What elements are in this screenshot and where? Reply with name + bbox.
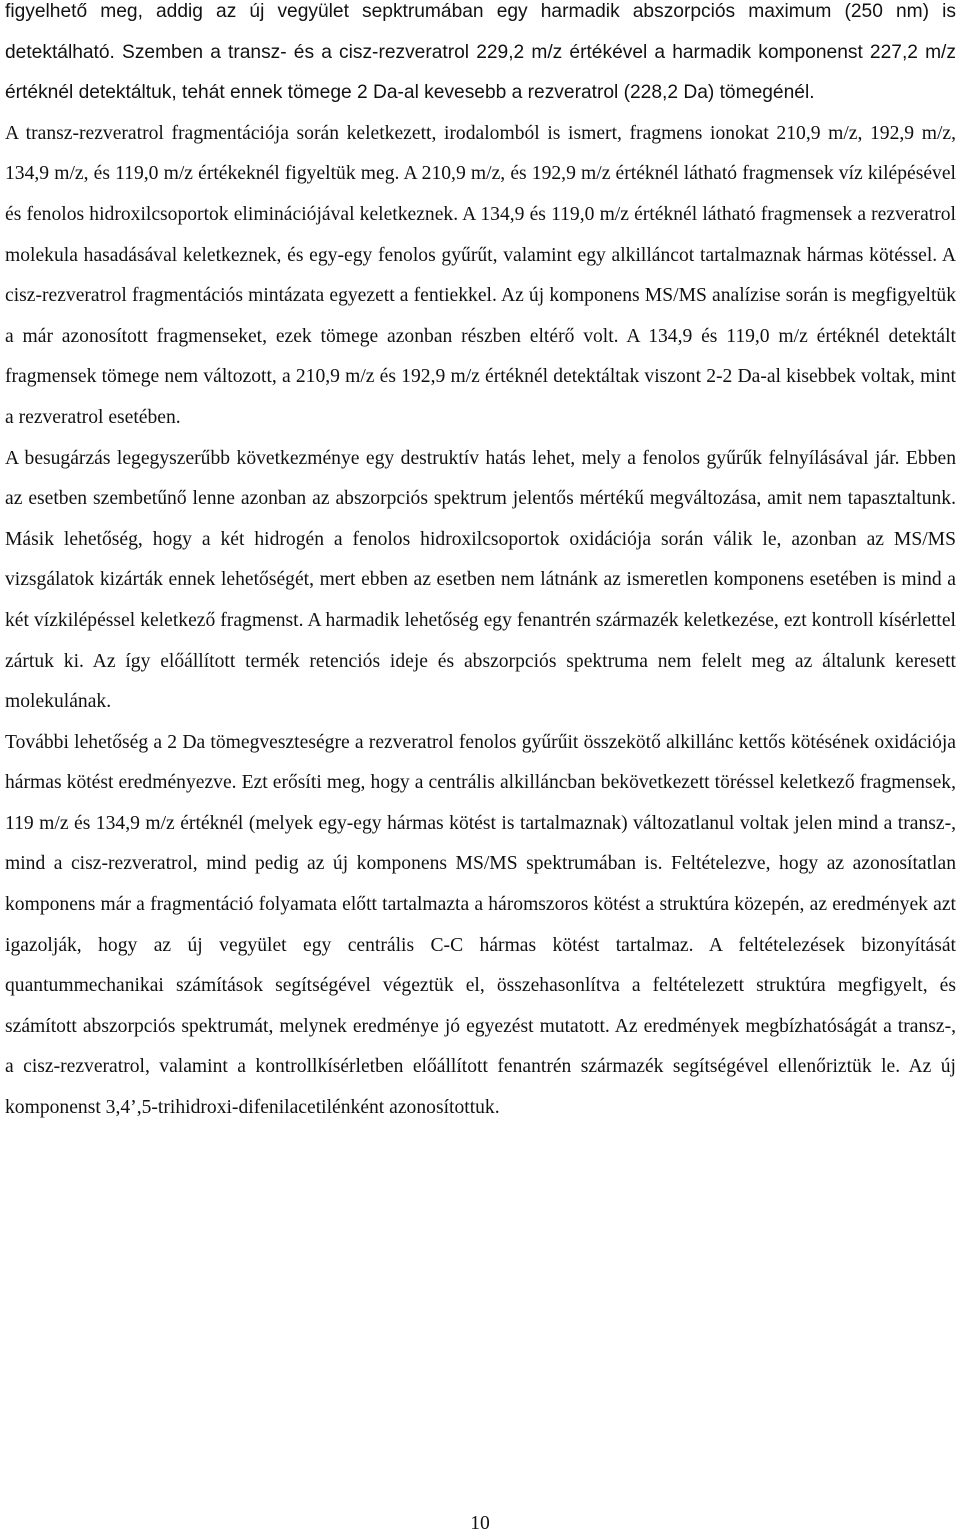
page-number: 10	[470, 1513, 490, 1534]
paragraph-1: figyelhető meg, addig az új vegyület sepktrumában egy harmadik abszorpciós maximum (250 nm) is detektálható. Szemben a transz- és a cisz-rezveratrol 229,2 m/z értékével a harmadik komponenst 227,2 m/z értéknél detektáltuk, tehát ennek tömege 2 Da-al kevesebb a rezveratrol (228,2 Da) tömegénél.	[5, 1, 956, 104]
paragraph-4: További lehetőség a 2 Da tömegveszteségre a rezveratrol fenolos gyűrűit összekötő alkillánc kettős kötésének oxidációja hármas kötést eredményezve. Ezt erősíti meg, hogy a centrális alkilláncban bekövetkezett töréssel keletkező fragmensek, 119 m/z és 134,9 m/z értéknél (melyek egy-egy hármas kötést is tartalmaznak) változatlanul voltak jelen mind a transz-, mind a cisz-rezveratrol, mind pedig az új komponens MS/MS spektrumában is. Feltételezve, hogy az azonosítatlan komponens már a fragmentáció folyamata előtt tartalmazta a háromszoros kötést a struktúra közepén, az eredmények azt igazolják, hogy az új vegyület egy centrális C-C hármas kötést tartalmaz. A feltételezések bizonyítását quantummechanikai számítások segítségével végeztük el, összehasonlítva a feltételezett struktúra megfigyelt, és számított abszorpciós spektrumát, melynek eredménye jó egyezést mutatott. Az eredmények megbízhatóságát a transz-, a cisz-rezveratrol, valamint a kontrollkísérletben előállított fenantrén származék segítségével ellenőriztük le. Az új komponenst 3,4’,5-trihidroxi-difenilacetilénként azonosítottuk.	[5, 731, 956, 1119]
paragraph-3: A besugárzás legegyszerűbb következménye egy destruktív hatás lehet, mely a fenolos gyűrűk felnyílásával jár. Ebben az esetben szembetűnő lenne azonban az abszorpciós spektrum jelentős mértékű megváltozása, amit nem tapasztaltunk. Másik lehetőség, hogy a két hidrogén a fenolos hidroxilcsoportok oxidációja során válik le, azonban az MS/MS vizsgálatok kizárták ennek lehetőségét, mert ebben az esetben nem látnánk az ismeretlen komponens esetében is mind a két vízkilépéssel keletkező fragmenst. A harmadik lehetőség egy fenantrén származék keletkezése, ezt kontroll kísérlettel zártuk ki. Az így előállított termék retenciós ideje és abszorpciós spektruma nem felelt meg az általunk keresett molekulának.	[5, 447, 956, 713]
paragraph-2: A transz-rezveratrol fragmentációja során keletkezett, irodalomból is ismert, fragmens ionokat 210,9 m/z, 192,9 m/z, 134,9 m/z, és 119,0 m/z értékeknél figyeltük meg. A 210,9 m/z, és 192,9 m/z értéknél látható fragmensek víz kilépésével és fenolos hidroxilcsoportok eliminációjával keletkeznek. A 134,9 és 119,0 m/z értéknél látható fragmensek a rezveratrol molekula hasadásával keletkeznek, és egy-egy fenolos gyűrűt, valamint egy alkilláncot tartalmaznak hármas kötéssel. A cisz-rezveratrol fragmentációs mintázata egyezett a fentiekkel. Az új komponens MS/MS analízise során is megfigyeltük a már azonosított fragmenseket, ezek tömege azonban részben eltérő volt. A 134,9 és 119,0 m/z értéknél detektált fragmensek tömege nem változott, a 210,9 m/z és 192,9 m/z értéknél detektáltak viszont 2-2 Da-al kisebbek voltak, mint a rezveratrol esetében.	[5, 122, 956, 428]
document-page	[5, 0, 956, 1129]
